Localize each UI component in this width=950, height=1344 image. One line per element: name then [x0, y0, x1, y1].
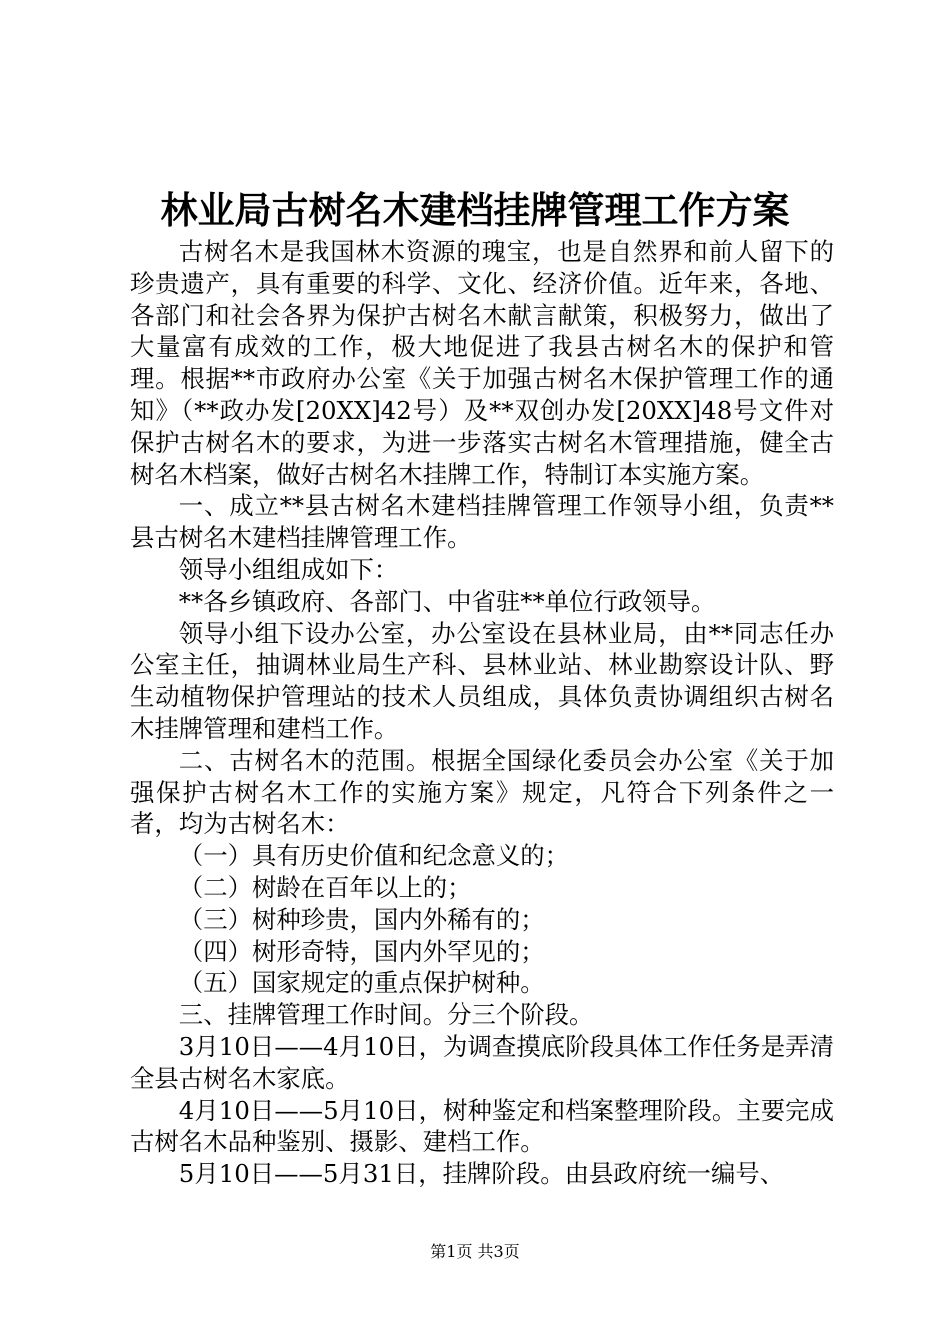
list-item-condition-2: （二）树龄在百年以上的； — [178, 872, 472, 902]
list-item-condition-1: （一）具有历史价值和纪念意义的； — [178, 841, 570, 871]
list-item-condition-3: （三）树种珍贵，国内外稀有的； — [178, 904, 545, 934]
paragraph-office: 领导小组下设办公室，办公室设在县林业局，由**同志任办公室主任，抽调林业局生产科、县林业站、林业勘察设计队、野生动植物保护管理站的技术人员组成，具体负责协调组织古树名木挂牌管理和建档工作。 — [130, 618, 834, 743]
document-title: 林业局古树名木建档挂牌管理工作方案 — [160, 188, 790, 232]
paragraph-section-1: 一、成立**县古树名木建档挂牌管理工作领导小组，负责**县古树名木建档挂牌管理工作。 — [130, 491, 834, 553]
paragraph-stage-3: 5月10日——5月31日，挂牌阶段。由县政府统一编号、 — [178, 1159, 785, 1189]
paragraph-stage-2: 4月10日——5月10日，树种鉴定和档案整理阶段。主要完成古树名木品种鉴别、摄影、建档工作。 — [130, 1095, 834, 1157]
document-body — [130, 236, 834, 1190]
list-item-condition-5: （五）国家规定的重点保护树种。 — [178, 968, 545, 998]
list-item-condition-4: （四）树形奇特，国内外罕见的； — [178, 936, 545, 966]
paragraph-leading-group: 领导小组组成如下： — [178, 554, 399, 584]
paragraph-group-members: **各乡镇政府、各部门、中省驻**单位行政领导。 — [178, 586, 716, 616]
paragraph-section-3: 三、挂牌管理工作时间。分三个阶段。 — [178, 1000, 594, 1030]
page-footer: 第1页 共3页 — [430, 1242, 520, 1261]
paragraph-section-2: 二、古树名木的范围。根据全国绿化委员会办公室《关于加强保护古树名木工作的实施方案》规定，凡符合下列条件之一者，均为古树名木： — [130, 745, 834, 839]
paragraph-stage-1: 3月10日——4月10日，为调查摸底阶段具体工作任务是弄清全县古树名木家底。 — [130, 1031, 834, 1093]
paragraph-intro: 古树名木是我国林木资源的瑰宝，也是自然界和前人留下的珍贵遗产，具有重要的科学、文化、经济价值。近年来，各地、各部门和社会各界为保护古树名木献言献策，积极努力，做出了大量富有成效的工作，极大地促进了我县古树名木的保护和管理。根据**市政府办公室《关于加强古树名木保护管理工作的通知》（**政办发[20XX]42号）及**双创办发[20XX]48号文件对保护古树名木的要求，为进一步落实古树名木管理措施，健全古树名木档案，做好古树名木挂牌工作，特制订本实施方案。 — [130, 237, 834, 489]
